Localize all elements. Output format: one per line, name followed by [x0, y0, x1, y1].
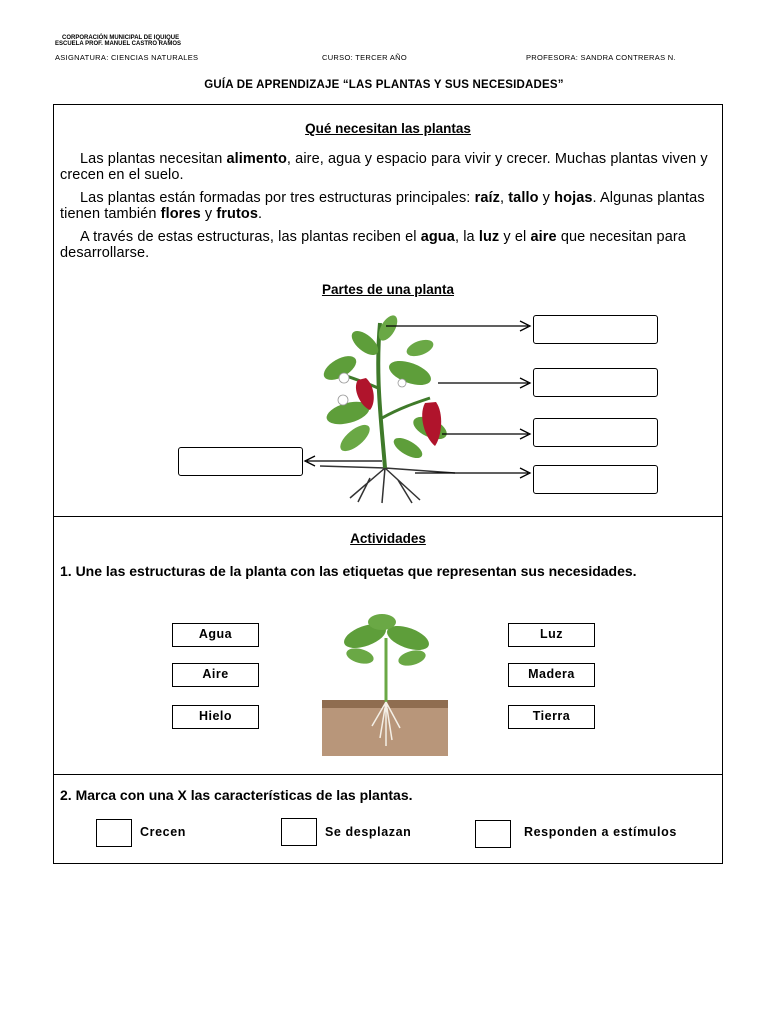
paragraph-2: Las plantas están formadas por tres estructuras principales: raíz, tallo y hojas. Algunas plantas tienen también flores y frutos. — [60, 190, 705, 222]
question-1: 1. Une las estructuras de la planta con las etiquetas que representan sus necesidades. — [60, 563, 637, 579]
answer-box-flower[interactable] — [533, 315, 658, 344]
page-title: GUÍA DE APRENDIZAJE “LAS PLANTAS Y SUS NECESIDADES” — [204, 79, 564, 91]
pepper-plant-illustration — [320, 312, 455, 503]
question-2: 2. Marca con una X las características de las plantas. — [60, 787, 413, 803]
label-madera[interactable]: Madera — [508, 663, 595, 687]
course-label: CURSO: TERCER AÑO — [322, 53, 407, 62]
school-name: ESCUELA PROF. MANUEL CASTRO RAMOS — [55, 41, 182, 47]
label-agua[interactable]: Agua — [172, 623, 259, 647]
checkbox-responden[interactable] — [475, 820, 511, 848]
section-needs-heading: Qué necesitan las plantas — [305, 121, 471, 136]
seedling-illustration — [320, 608, 450, 758]
option-responden: Responden a estímulos — [524, 825, 677, 839]
paragraph-3: A través de estas estructuras, las plantas reciben el agua, la luz y el aire que necesitan para desarrollarse. — [60, 229, 686, 261]
label-luz[interactable]: Luz — [508, 623, 595, 647]
answer-box-fruit[interactable] — [178, 447, 303, 476]
checkbox-crecen[interactable] — [96, 819, 132, 847]
institution-name: CORPORACIÓN MUNICIPAL DE IQUIQUE — [62, 35, 180, 41]
label-hielo[interactable]: Hielo — [172, 705, 259, 729]
label-tierra[interactable]: Tierra — [508, 705, 595, 729]
needs-text — [60, 151, 716, 268]
answer-box-stem[interactable] — [533, 418, 658, 447]
paragraph-1: Las plantas necesitan alimento, aire, agua y espacio para vivir y crecer. Muchas plantas viven y crecen en el suelo. — [60, 151, 708, 183]
activities-heading: Actividades — [350, 531, 426, 546]
answer-box-root[interactable] — [533, 465, 658, 494]
answer-box-leaves[interactable] — [533, 368, 658, 397]
teacher-label: PROFESORA: SANDRA CONTRERAS N. — [526, 53, 676, 62]
option-se-desplazan: Se desplazan — [325, 825, 412, 839]
subject-label: ASIGNATURA: CIENCIAS NATURALES — [55, 53, 199, 62]
option-crecen: Crecen — [140, 825, 186, 839]
diagram-heading: Partes de una planta — [321, 282, 455, 297]
checkbox-se-desplazan[interactable] — [281, 818, 317, 846]
label-aire[interactable]: Aire — [172, 663, 259, 687]
